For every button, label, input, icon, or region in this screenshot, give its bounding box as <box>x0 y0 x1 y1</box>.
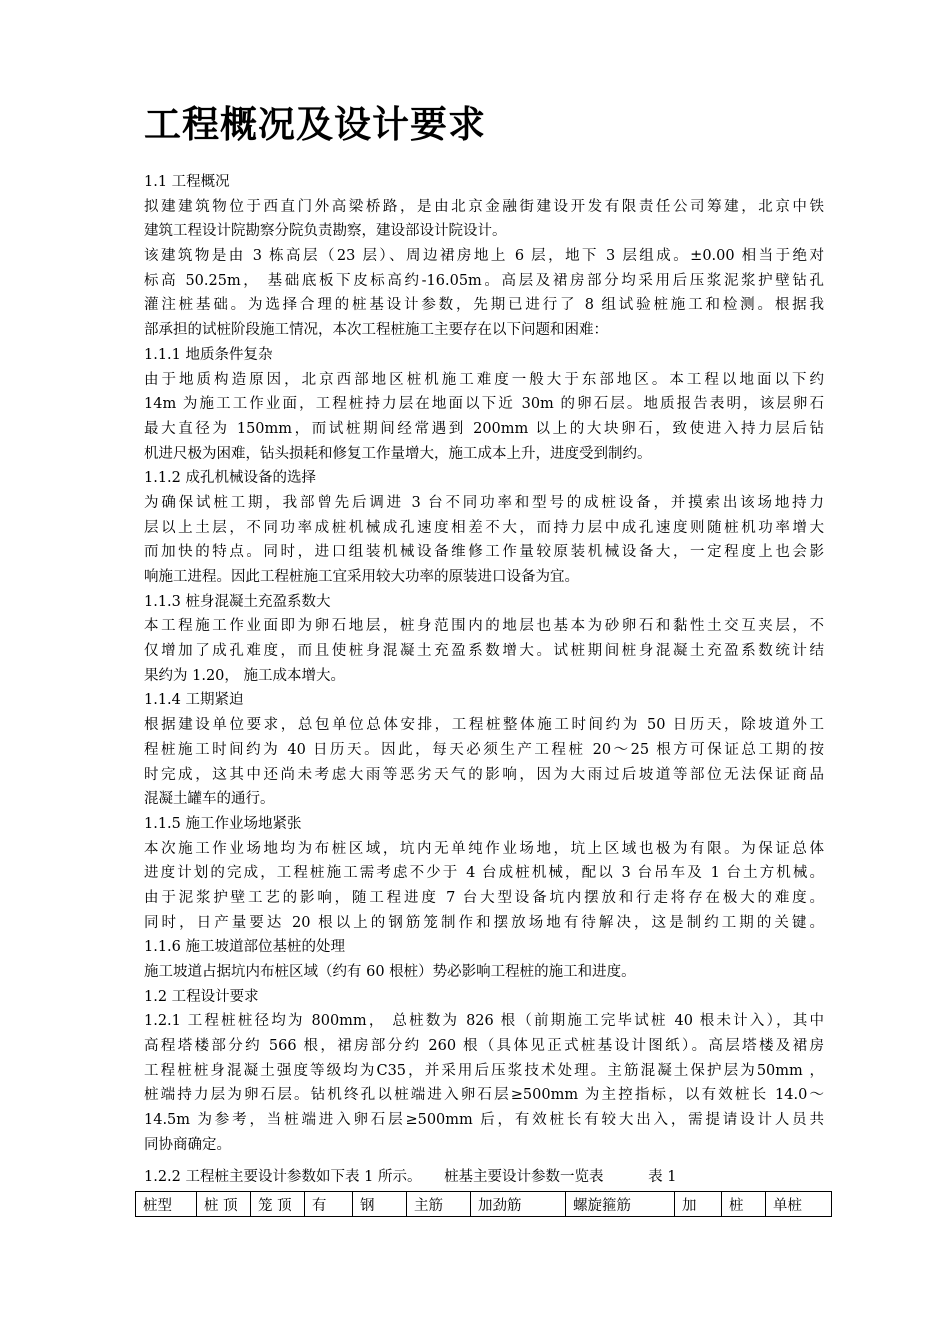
text-line: 最大直径为 150mm，而试桩期间经常遇到 200mm 以上的大块卵石，致使进入持力层后钻 <box>144 420 824 437</box>
text-line: 本次施工作业场地均为布桩区域，坑内无单纯作业场地，坑上区域也极为有限。为保证总体 <box>144 840 824 857</box>
text-line: 1.1 工程概况 <box>144 174 230 190</box>
page-title: 工程概况及设计要求 <box>144 102 486 146</box>
pile-parameters-table <box>135 1191 832 1217</box>
table-caption <box>144 1165 844 1189</box>
text-line: 建筑工程设计院勘察分院负责勘察，建设部设计院设计。 <box>144 223 507 240</box>
text-line: 1.1.6 施工坡道部位基桩的处理 <box>144 939 346 956</box>
table-header-cell: 加 <box>675 1192 722 1217</box>
text-line: 而加快的特点。同时，进口组装机械设备维修工作量较原装机械设备大，一定程度上也会影 <box>144 544 824 561</box>
text-line: 部承担的试桩阶段施工情况，本次工程桩施工主要存在以下问题和困难： <box>144 322 608 339</box>
text-line: 施工坡道占据坑内布桩区域（约有 60 根桩）势必影响工程桩的施工和进度。 <box>144 964 636 980</box>
text-line: 进度计划的完成，工程桩施工需考虑不少于 4 台成桩机械，配以 3 台吊车及 1 台土方机械。 <box>144 865 824 882</box>
text-line: 14m 为施工工作业面，工程桩持力层在地面以下近 30m 的卵石层。地质报告表明，该层卵石 <box>144 396 824 413</box>
text-line: 同时，日产量要达 20 根以上的钢筋笼制作和摆放场地有待解决，这是制约工期的关键。 <box>144 914 824 931</box>
caption-lead: 1.2.2 工程桩主要设计参数如下表 1 所示。 <box>144 1169 422 1185</box>
text-line: 工程桩桩身混凝土强度等级均为C35，并采用后压浆技术处理。主筋混凝土保护层为50mm ， <box>144 1062 824 1079</box>
text-line: 响施工进程。因此工程桩施工宜采用较大功率的原装进口设备为宜。 <box>144 569 579 585</box>
table-title: 桩基主要设计参数一览表 <box>444 1169 604 1185</box>
table-header-cell: 桩型 <box>136 1192 197 1217</box>
text-line: 1.2.1 工程桩桩径均为 800mm， 总桩数为 826 根（前期施工完毕试桩 40 根未计入），其中 <box>144 1013 824 1030</box>
text-line: 1.1.3 桩身混凝土充盈系数大 <box>144 593 331 610</box>
table-header-cell: 桩 顶 <box>197 1192 251 1217</box>
text-line: 由于泥浆护壁工艺的影响，随工程进度 7 台大型设备坑内摆放和行走将存在极大的难度。 <box>144 889 824 906</box>
document-body <box>144 170 824 1158</box>
text-line: 机进尺极为困难，钻头损耗和修复工作量增大，施工成本上升，进度受到制约。 <box>144 445 652 462</box>
table-header-cell: 笼 顶 <box>251 1192 305 1217</box>
table-header-cell: 主筋 <box>407 1192 471 1217</box>
table-header-row <box>136 1192 832 1217</box>
text-line: 14.5m 为参考，当桩端进入卵石层≥500mm 后，有效桩长有较大出入，需提请设计人员共 <box>144 1112 824 1129</box>
table-header-cell: 钢 <box>353 1192 407 1217</box>
table-header-cell: 单桩 <box>766 1192 832 1217</box>
table-header-cell: 有 <box>305 1192 353 1217</box>
table-header-cell: 螺旋箍筋 <box>566 1192 675 1217</box>
table-number: 表 1 <box>648 1169 677 1185</box>
text-line: 1.1.5 施工作业场地紧张 <box>144 815 302 832</box>
text-line: 仅增加了成孔难度，而且使桩身混凝土充盈系数增大。试桩期间桩身混凝土充盈系数统计结 <box>144 643 824 660</box>
text-line: 程桩施工时间约为 40 日历天。因此，每天必须生产工程桩 20～25 根方可保证总工期的按 <box>144 741 824 758</box>
text-line: 1.1.1 地质条件复杂 <box>144 346 273 363</box>
text-line: 同协商确定。 <box>144 1136 231 1153</box>
text-line: 灌注桩基础。为选择合理的桩基设计参数，先期已进行了 8 组试验桩施工和检测。根据我 <box>144 297 824 314</box>
text-line: 时完成，这其中还尚未考虑大雨等恶劣天气的影响，因为大雨过后坡道等部位无法保证商品 <box>144 766 824 783</box>
text-line: 由于地质构造原因，北京西部地区桩机施工难度一般大于东部地区。本工程以地面以下约 <box>144 371 824 388</box>
text-line: 混凝土罐车的通行。 <box>144 791 275 808</box>
text-line: 根据建设单位要求，总包单位总体安排，工程桩整体施工时间约为 50 日历天，除坡道外工 <box>144 717 824 734</box>
text-line: 拟建建筑物位于西直门外高梁桥路，是由北京金融街建设开发有限责任公司筹建，北京中铁 <box>144 198 824 215</box>
text-line: 桩端持力层为卵石层。钻机终孔以桩端进入卵石层≥500mm 为主控指标，以有效桩长 14.0～ <box>144 1087 824 1104</box>
text-line: 高程塔楼部分约 566 根，裙房部分约 260 根（具体见正式桩基设计图纸）。高层塔楼及裙房 <box>144 1038 824 1055</box>
text-line: 果约为 1.20， 施工成本增大。 <box>144 667 346 684</box>
text-line: 层以上土层，不同功率成桩机械成孔速度相差不大，而持力层中成孔速度则随桩机功率增大 <box>144 519 824 536</box>
text-line: 为确保试桩工期，我部曾先后调进 3 台不同功率和型号的成桩设备，并摸索出该场地持力 <box>144 494 824 511</box>
text-line: 1.1.4 工期紧迫 <box>144 692 244 709</box>
text-line: 该建筑物是由 3 栋高层（23 层）、周边裙房地上 6 层，地下 3 层组成。±0.00 相当于绝对 <box>144 248 824 265</box>
text-line: 本工程施工作业面即为卵石地层，桩身范围内的地层也基本为砂卵石和黏性土交互夹层，不 <box>144 618 824 635</box>
table-header-cell: 加劲筋 <box>471 1192 566 1217</box>
text-line: 1.2 工程设计要求 <box>144 988 259 1005</box>
table-header-cell: 桩 <box>722 1192 766 1217</box>
text-line: 标高 50.25m， 基础底板下皮标高约-16.05m。高层及裙房部分均采用后压浆泥浆护壁钻孔 <box>144 272 824 289</box>
text-line: 1.1.2 成孔机械设备的选择 <box>144 470 317 487</box>
